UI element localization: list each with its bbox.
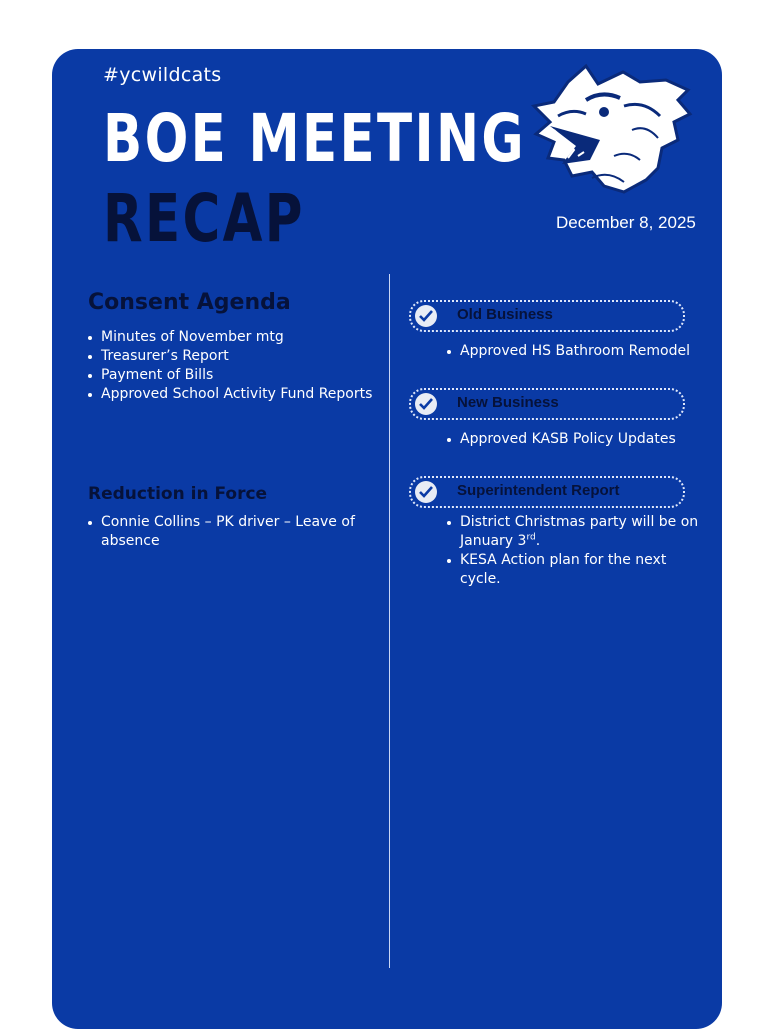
party-date-text: District Christmas party will be on January 3 xyxy=(460,514,699,549)
consent-agenda-list xyxy=(88,328,378,404)
list-item: Approved School Activity Fund Reports xyxy=(88,385,378,404)
reduction-in-force-heading: Reduction in Force xyxy=(88,484,268,504)
old-business-list xyxy=(447,342,717,361)
meeting-date: December 8, 2025 xyxy=(556,213,696,232)
page-title-line2: RECAP xyxy=(103,180,305,257)
check-circle-icon xyxy=(415,481,437,503)
page-title-line1: BOE MEETING xyxy=(103,100,527,177)
consent-agenda-heading: Consent Agenda xyxy=(88,290,291,315)
list-item: Approved KASB Policy Updates xyxy=(447,430,717,449)
list-item: Treasurer’s Report xyxy=(88,347,378,366)
wildcat-mascot-icon xyxy=(528,60,698,200)
new-business-label: New Business xyxy=(457,394,559,411)
check-circle-icon xyxy=(415,305,437,327)
list-item: Connie Collins – PK driver – Leave of absence xyxy=(88,513,358,551)
sentence-end: . xyxy=(535,533,541,549)
list-item: Minutes of November mtg xyxy=(88,328,378,347)
column-divider xyxy=(389,274,390,968)
old-business-label: Old Business xyxy=(457,306,553,323)
new-business-list xyxy=(447,430,717,449)
check-circle-icon xyxy=(415,393,437,415)
ordinal-suffix: rd xyxy=(526,532,536,543)
superintendent-report-list xyxy=(447,513,707,589)
new-business-pill xyxy=(409,388,685,420)
hashtag: #ycwildcats xyxy=(103,64,222,86)
reduction-in-force-list xyxy=(88,513,358,551)
list-item: KESA Action plan for the next cycle. xyxy=(447,551,707,589)
list-item: Payment of Bills xyxy=(88,366,378,385)
list-item xyxy=(447,513,707,551)
list-item: Approved HS Bathroom Remodel xyxy=(447,342,717,361)
superintendent-report-label: Superintendent Report xyxy=(457,482,620,499)
old-business-pill xyxy=(409,300,685,332)
superintendent-report-pill xyxy=(409,476,685,508)
